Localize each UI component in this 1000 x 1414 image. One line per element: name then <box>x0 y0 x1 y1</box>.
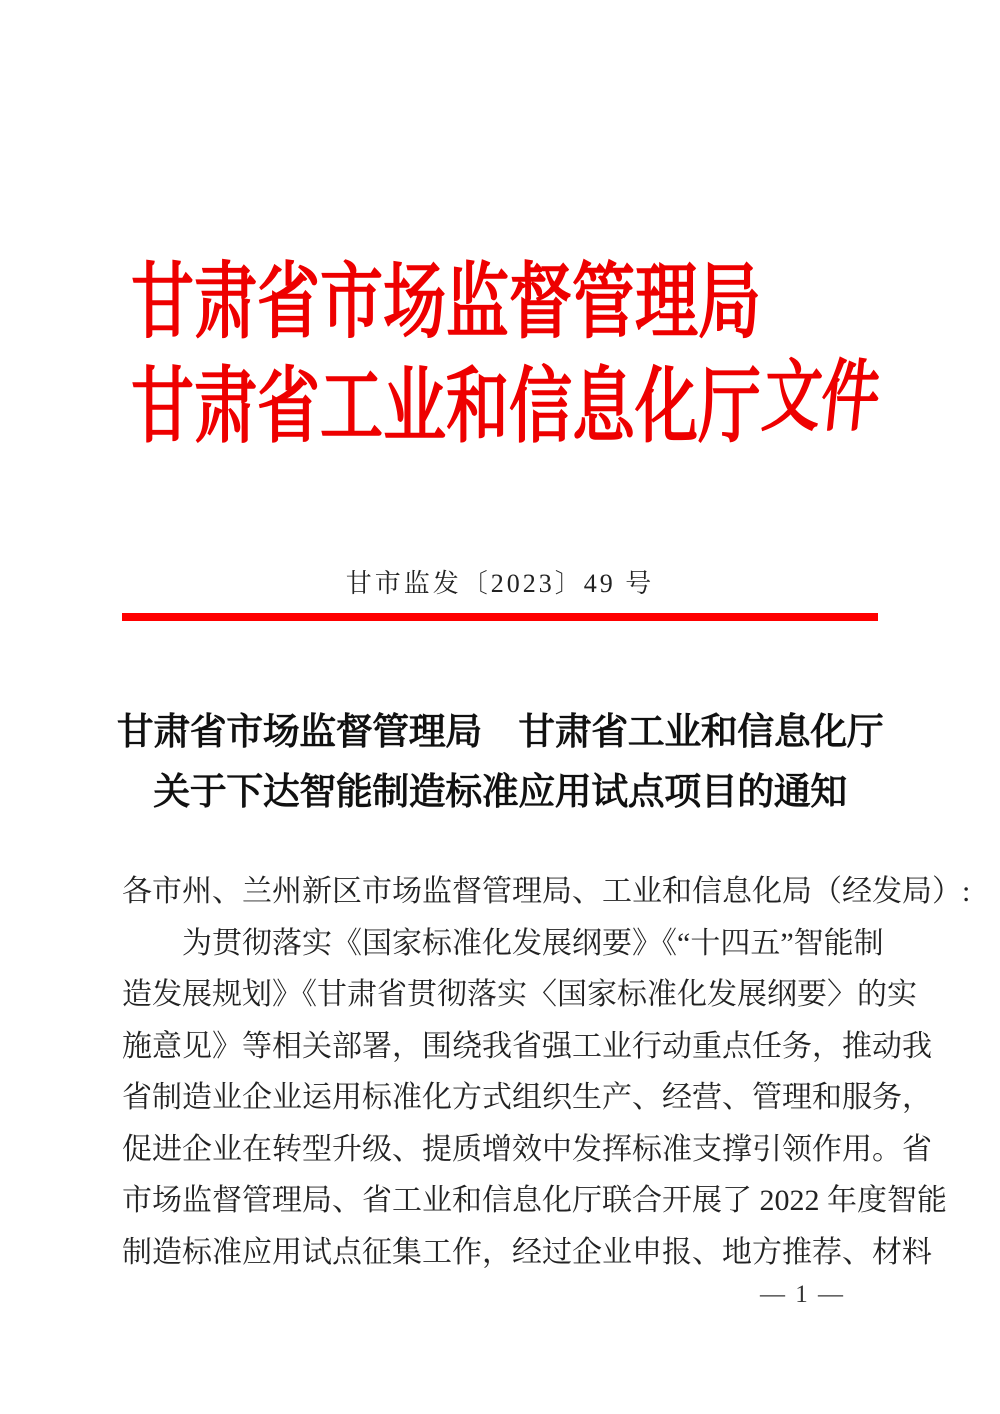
red-separator-rule <box>122 613 878 621</box>
page-number: — 1 — <box>760 1281 845 1308</box>
notice-title-line1: 甘肃省市场监督管理局 甘肃省工业和信息化厅 <box>116 712 884 753</box>
body-text-line: 省制造业企业运用标准化方式组织生产、经营、管理和服务， <box>122 1081 932 1114</box>
body-text-line: 施意见》等相关部署，围绕我省强工业行动重点任务，推动我 <box>122 1029 932 1063</box>
letterhead-org-line2: 甘肃省工业和信息化厅 <box>131 361 761 454</box>
document-number: 甘市监发〔2023〕49 号 <box>345 569 655 598</box>
letterhead-org-line1: 甘肃省市场监督管理局 <box>131 256 761 349</box>
body-text-line: 制造标准应用试点征集工作，经过企业申报、地方推荐、材料 <box>122 1235 932 1269</box>
body-text-line: 促进企业在转型升级、提质增效中发挥标准支撑引领作用。省 <box>122 1132 932 1166</box>
body-salutation-line: 各市州、兰州新区市场监督管理局、工业和信息化局（经发局）: <box>122 875 971 908</box>
notice-body <box>122 866 971 1278</box>
notice-title <box>0 703 1000 823</box>
letterhead-doc-label: 文件 <box>758 353 884 441</box>
letterhead-org-names <box>131 250 761 460</box>
body-text-line: 市场监督管理局、省工业和信息化厅联合开展了 2022 年度智能 <box>122 1184 947 1217</box>
notice-title-line2: 关于下达智能制造标准应用试点项目的通知 <box>153 772 847 813</box>
body-text-line: 造发展规划》《甘肃省贯彻落实〈国家标准化发展纲要〉的实 <box>122 978 917 1011</box>
body-text-line: 为贯彻落实《国家标准化发展纲要》《“十四五”智能制 <box>182 926 884 960</box>
